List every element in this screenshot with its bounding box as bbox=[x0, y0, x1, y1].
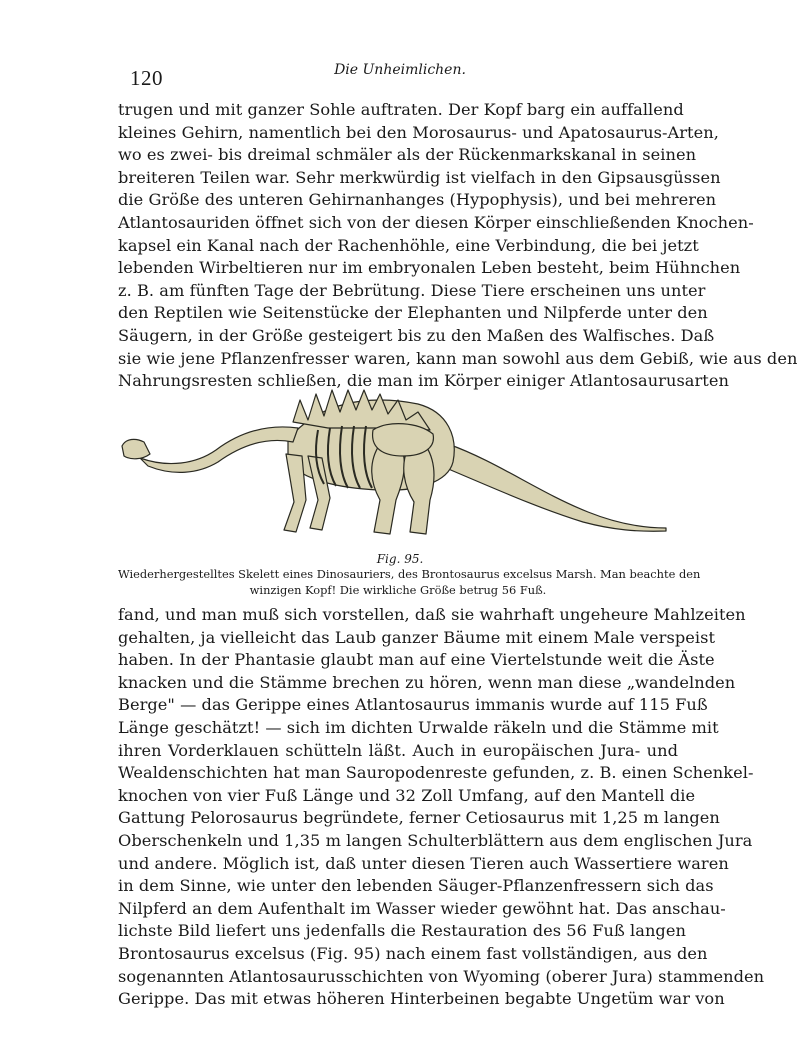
text-line: lebenden Wirbeltieren nur im embryonalen Leben besteht, beim Hühnchen bbox=[118, 258, 741, 278]
text-line: gehalten, ja vielleicht das Laub ganzer Bäume mit einem Male verspeist bbox=[118, 627, 716, 647]
text-line: Atlantosauriden öffnet sich von der diesen Körper einschließenden Knochen- bbox=[118, 212, 754, 232]
text-line: Säugern, in der Größe gesteigert bis zu den Maßen des Walfisches. Daß bbox=[118, 325, 715, 345]
text-line: haben. In der Phantasie glaubt man auf eine Viertelstunde weit die Äste bbox=[118, 650, 715, 670]
brontosaurus-skeleton-illustration bbox=[118, 382, 680, 552]
text-line: Nilpferd an dem Aufenthalt im Wasser wieder gewöhnt hat. Das anschau- bbox=[118, 898, 726, 918]
text-line: ihren Vorderklauen schütteln läßt. Auch in europäischen Jura- und bbox=[118, 740, 678, 760]
text-line: knacken und die Stämme brechen zu hören, wenn man diese „wandelnden bbox=[118, 672, 736, 692]
text-line: die Größe des unteren Gehirnanhanges (Hypophysis), und bei mehreren bbox=[118, 190, 717, 210]
text-line: kapsel ein Kanal nach der Rachenhöhle, eine Verbindung, die bei jetzt bbox=[118, 235, 699, 255]
skull bbox=[122, 439, 150, 458]
text-line: lichste Bild liefert uns jedenfalls die Restauration des 56 Fuß langen bbox=[118, 921, 686, 941]
dinosaur-skeleton-figure bbox=[118, 382, 680, 552]
page-number: 120 bbox=[130, 66, 163, 90]
text-line: trugen und mit ganzer Sohle auftraten. Der Kopf barg ein auffallend bbox=[118, 100, 684, 119]
caption-line: Wiederhergestelltes Skelett eines Dinosauriers, des Brontosaurus excelsus Marsh. Man beachte den bbox=[118, 567, 701, 581]
text-line: Oberschenkeln und 1,35 m langen Schulterblättern aus dem englischen Jura bbox=[118, 830, 753, 850]
text-line: sie wie jene Pflanzenfresser waren, kann man sowohl aus dem Gebiß, wie aus den bbox=[118, 348, 798, 368]
figure-label: Fig. 95. bbox=[376, 552, 424, 566]
front-leg bbox=[284, 454, 306, 532]
text-line: in dem Sinne, wie unter den lebenden Säuger-Pflanzenfressern sich das bbox=[118, 876, 714, 896]
pelvis bbox=[373, 424, 434, 456]
figure-caption bbox=[118, 566, 701, 598]
text-line: wo es zwei- bis dreimal schmäler als der Rückenmarkskanal in seinen bbox=[118, 145, 697, 165]
text-line: Nahrungsresten schließen, die man im Körper einiger Atlantosaurusarten bbox=[118, 371, 729, 391]
text-line: knochen von vier Fuß Länge und 32 Zoll Umfang, auf den Mantell die bbox=[118, 785, 696, 805]
text-line: Berge" — das Gerippe eines Atlantosaurus immanis wurde auf 115 Fuß bbox=[118, 695, 708, 715]
caption-line: winzigen Kopf! Die wirkliche Größe betrug 56 Fuß. bbox=[249, 583, 547, 597]
body-text-bottom bbox=[118, 604, 765, 1011]
tail-bones bbox=[446, 444, 666, 531]
page-header bbox=[120, 62, 680, 90]
text-line: Länge geschätzt! — sich im dichten Urwalde räkeln und die Stämme mit bbox=[118, 717, 719, 737]
text-line: sogenannten Atlantosaurusschichten von Wyoming (oberer Jura) stammenden bbox=[118, 966, 765, 986]
text-line: kleines Gehirn, namentlich bei den Morosaurus- und Apatosaurus-Arten, bbox=[118, 122, 719, 142]
running-head: Die Unheimlichen. bbox=[334, 62, 466, 78]
text-line: breiteren Teilen war. Sehr merkwürdig ist vielfach in den Gipsausgüssen bbox=[118, 167, 721, 187]
text-line: Gattung Pelorosaurus begründete, ferner Cetiosaurus mit 1,25 m langen bbox=[118, 808, 720, 828]
text-line: fand, und man muß sich vorstellen, daß sie wahrhaft ungeheure Mahlzeiten bbox=[118, 605, 746, 624]
body-text-top bbox=[118, 99, 798, 393]
neck-vertebrae bbox=[140, 427, 298, 472]
text-line: Wealdenschichten hat man Sauropodenreste gefunden, z. B. einen Schenkel- bbox=[118, 763, 754, 783]
text-line: z. B. am fünften Tage der Bebrütung. Diese Tiere erscheinen uns unter bbox=[118, 280, 706, 300]
text-line: und andere. Möglich ist, daß unter diesen Tieren auch Wassertiere waren bbox=[118, 853, 729, 873]
hind-leg-far bbox=[404, 446, 434, 534]
text-line: Gerippe. Das mit etwas höheren Hinterbeinen begabte Ungetüm war von bbox=[118, 989, 725, 1009]
text-line: den Reptilen wie Seitenstücke der Elephanten und Nilpferde unter den bbox=[118, 303, 708, 323]
text-line: Brontosaurus excelsus (Fig. 95) nach einem fast vollständigen, aus den bbox=[118, 943, 708, 963]
